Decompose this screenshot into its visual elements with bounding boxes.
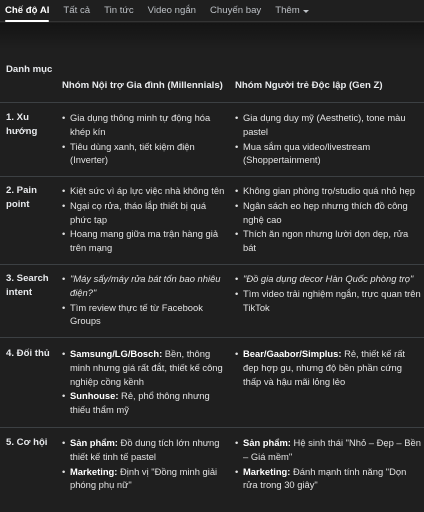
list-item: • Không gian phòng trọ/studio quá nhỏ hẹp — [235, 184, 421, 198]
tab-all[interactable]: Tất cả — [63, 5, 91, 16]
cell-millennials — [62, 436, 227, 493]
list-item: • Marketing: Đánh mạnh tính năng "Dọn rửa trong 30 giây" — [235, 465, 421, 493]
table-row-search-intent — [0, 264, 424, 337]
list-item: • "Máy sấy/máy rửa bát tốn bao nhiêu điện?" — [62, 272, 227, 300]
cell-genz — [235, 272, 421, 315]
table-header — [0, 60, 424, 102]
cell-genz — [235, 184, 421, 256]
list-item: • Gia dụng thông minh tự động hóa khép kín — [62, 111, 227, 139]
tab-news[interactable]: Tin tức — [104, 5, 134, 16]
cell-genz — [235, 436, 421, 493]
row-label: 3. Search intent — [6, 273, 49, 298]
cell-genz — [235, 347, 421, 389]
list-item: • Sản phẩm: Đồ dung tích lớn nhưng thiết kế tinh tế pastel — [62, 436, 227, 464]
cell-millennials — [62, 111, 227, 168]
header-genz: Nhóm Người trẻ Độc lập (Gen Z) — [235, 80, 383, 91]
list-item: • Kiệt sức vì áp lực việc nhà không tên — [62, 184, 227, 198]
list-item: • Ngại cọ rửa, tháo lắp thiết bị quá phức tạp — [62, 199, 227, 227]
list-item: • Sunhouse: Rẻ, phổ thông nhưng thiếu thẩm mỹ — [62, 389, 227, 417]
header-millennials: Nhóm Nội trợ Gia đình (Millennials) — [62, 80, 223, 91]
tab-ai-mode[interactable]: Chế độ AI — [5, 5, 50, 16]
list-item: • Thích ăn ngon nhưng lười dọn dẹp, rửa bát — [235, 227, 421, 255]
list-item: • Samsung/LG/Bosch: Bền, thông minh nhưng giá rất đắt, thiết kế công nghiệp cồng kềnh — [62, 347, 227, 388]
list-item: • Sản phẩm: Hệ sinh thái "Nhỏ – Đẹp – Bền – Giá mềm" — [235, 436, 421, 464]
cell-millennials — [62, 347, 227, 418]
list-item: • Marketing: Định vị "Đồng minh giải phóng phụ nữ" — [62, 465, 227, 493]
list-item: • Tìm review thực tế từ Facebook Groups — [62, 301, 227, 329]
chevron-down-icon — [303, 10, 309, 13]
row-label: 1. Xu hướng — [6, 112, 38, 137]
comparison-table — [0, 60, 424, 491]
row-label: 4. Đối thủ — [6, 348, 50, 359]
row-label: 5. Cơ hội — [6, 437, 48, 448]
header-category: Danh mục — [6, 64, 53, 75]
table-row-pain-point — [0, 176, 424, 264]
tab-more-label: Thêm — [275, 5, 300, 16]
table-row-trend — [0, 102, 424, 176]
list-item: • Ngân sách eo hẹp nhưng thích đồ công nghệ cao — [235, 199, 421, 227]
list-item: • Tiêu dùng xanh, tiết kiệm điện (Inverter) — [62, 140, 227, 168]
table-row-opportunity — [0, 427, 424, 512]
row-label: 2. Pain point — [6, 185, 37, 210]
cell-millennials — [62, 272, 227, 329]
list-item: • Tìm video trải nghiệm ngắn, trực quan trên TikTok — [235, 287, 421, 315]
active-tab-indicator — [5, 20, 49, 22]
cell-millennials — [62, 184, 227, 256]
list-item: • "Đồ gia dụng decor Hàn Quốc phòng trọ" — [235, 272, 421, 286]
tab-more[interactable] — [275, 5, 309, 16]
list-item: • Hoang mang giữa ma trận hàng giả trên mạng — [62, 227, 227, 255]
list-item: • Gia dụng duy mỹ (Aesthetic), tone màu pastel — [235, 111, 421, 139]
list-item: • Mua sắm qua video/livestream (Shoppertainment) — [235, 140, 421, 168]
search-tabs — [0, 0, 424, 22]
list-item: • Bear/Gaabor/Simplus: Rẻ, thiết kế rất đẹp hợp gu, nhưng độ bền phần cứng thấp và hậu mãi lỏng lẻo — [235, 347, 421, 388]
tab-short-videos[interactable]: Video ngắn — [147, 5, 196, 16]
table-row-competitors — [0, 337, 424, 427]
cell-genz — [235, 111, 421, 168]
tab-flights[interactable]: Chuyến bay — [210, 5, 262, 16]
header-shadow — [0, 23, 424, 49]
